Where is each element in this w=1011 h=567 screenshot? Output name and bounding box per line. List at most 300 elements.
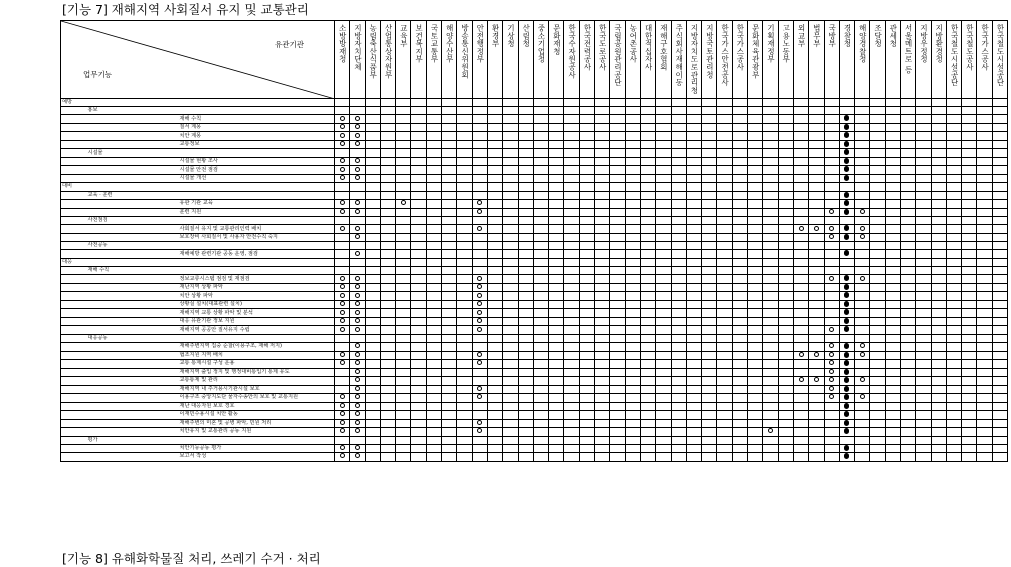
matrix-cell	[702, 132, 717, 141]
matrix-cell	[763, 428, 778, 437]
support-agency-marker	[355, 411, 360, 416]
agency-name: 국토교통부	[429, 24, 439, 63]
matrix-cell	[503, 309, 518, 318]
matrix-cell	[365, 275, 380, 284]
matrix-cell	[411, 149, 426, 158]
matrix-cell	[732, 394, 747, 403]
matrix-cell	[457, 242, 472, 250]
support-agency-marker	[355, 301, 360, 306]
matrix-cell	[442, 191, 457, 200]
matrix-cell	[702, 267, 717, 275]
matrix-cell	[763, 360, 778, 369]
matrix-cell	[533, 258, 548, 266]
matrix-cell	[717, 394, 732, 403]
matrix-cell	[579, 157, 594, 166]
agency-header-33	[839, 21, 854, 99]
matrix-cell	[671, 107, 686, 115]
matrix-cell	[518, 428, 533, 437]
matrix-cell	[335, 140, 350, 149]
support-agency-marker	[340, 124, 345, 129]
matrix-cell	[365, 309, 380, 318]
matrix-cell	[640, 292, 655, 301]
matrix-cell	[855, 360, 870, 369]
matrix-cell	[962, 99, 977, 107]
matrix-cell	[671, 115, 686, 124]
matrix-cell	[763, 242, 778, 250]
matrix-cell	[595, 428, 610, 437]
matrix-cell	[595, 309, 610, 318]
matrix-cell	[946, 140, 961, 149]
matrix-cell	[426, 334, 441, 342]
support-agency-marker	[340, 420, 345, 425]
function-label: 재해주변의 미혼 및 공병 파악, 민원 처리	[179, 419, 335, 428]
matrix-cell	[702, 351, 717, 360]
matrix-cell	[916, 157, 931, 166]
matrix-cell	[778, 436, 793, 444]
function-indent	[61, 275, 87, 284]
matrix-cell	[763, 334, 778, 342]
matrix-cell	[442, 115, 457, 124]
matrix-cell	[671, 275, 686, 284]
matrix-cell	[900, 115, 915, 124]
matrix-cell	[809, 217, 824, 225]
matrix-cell	[855, 428, 870, 437]
matrix-cell	[426, 309, 441, 318]
matrix-cell	[916, 200, 931, 209]
matrix-cell	[855, 107, 870, 115]
agency-header-36	[885, 21, 900, 99]
table-row	[61, 250, 1008, 259]
support-agency-marker	[477, 301, 482, 306]
matrix-cell	[625, 411, 640, 420]
matrix-cell	[656, 217, 671, 225]
matrix-cell	[350, 200, 365, 209]
matrix-cell	[839, 99, 854, 107]
matrix-cell	[503, 385, 518, 394]
matrix-cell	[946, 317, 961, 326]
matrix-cell	[686, 267, 701, 275]
matrix-cell	[426, 233, 441, 242]
primary-agency-marker	[844, 326, 849, 332]
matrix-cell	[625, 250, 640, 259]
matrix-cell	[946, 242, 961, 250]
function-indent	[87, 166, 179, 175]
matrix-cell	[411, 174, 426, 183]
support-agency-marker	[355, 343, 360, 348]
matrix-cell	[732, 208, 747, 217]
matrix-cell	[900, 166, 915, 175]
matrix-cell	[702, 191, 717, 200]
matrix-cell	[457, 309, 472, 318]
primary-agency-marker	[844, 158, 849, 164]
matrix-cell	[686, 140, 701, 149]
matrix-cell	[656, 233, 671, 242]
matrix-cell	[335, 99, 350, 107]
matrix-cell	[610, 300, 625, 309]
matrix-cell	[640, 402, 655, 411]
matrix-cell	[931, 132, 946, 141]
matrix-cell	[900, 107, 915, 115]
matrix-cell	[426, 225, 441, 234]
matrix-cell	[748, 208, 763, 217]
matrix-cell	[793, 140, 808, 149]
matrix-cell	[640, 115, 655, 124]
matrix-cell	[900, 267, 915, 275]
function-indent	[179, 242, 335, 250]
matrix-cell	[365, 419, 380, 428]
matrix-cell	[396, 411, 411, 420]
matrix-cell	[717, 267, 732, 275]
matrix-cell	[946, 250, 961, 259]
matrix-cell	[503, 275, 518, 284]
matrix-cell	[748, 283, 763, 292]
matrix-cell	[916, 242, 931, 250]
matrix-cell	[931, 191, 946, 200]
matrix-cell	[916, 250, 931, 259]
matrix-cell	[931, 334, 946, 342]
matrix-cell	[411, 225, 426, 234]
matrix-cell	[702, 140, 717, 149]
matrix-cell	[640, 157, 655, 166]
matrix-cell	[855, 166, 870, 175]
matrix-cell	[610, 200, 625, 209]
matrix-cell	[855, 444, 870, 453]
matrix-cell	[426, 453, 441, 462]
table-row	[61, 200, 1008, 209]
matrix-cell	[824, 140, 839, 149]
matrix-cell	[809, 317, 824, 326]
matrix-cell	[640, 174, 655, 183]
agency-name: 기획재정부	[766, 24, 776, 63]
support-agency-marker	[355, 234, 360, 239]
matrix-cell	[855, 402, 870, 411]
matrix-cell	[763, 183, 778, 191]
matrix-cell	[640, 377, 655, 386]
matrix-cell	[931, 174, 946, 183]
matrix-cell	[442, 343, 457, 352]
function-indent	[61, 191, 87, 200]
matrix-cell	[809, 123, 824, 132]
function-indent	[61, 149, 87, 158]
function-label: 이재민수용시설 치안 활동	[179, 411, 335, 420]
matrix-cell	[610, 166, 625, 175]
matrix-cell	[717, 157, 732, 166]
matrix-cell	[793, 183, 808, 191]
matrix-cell	[870, 267, 885, 275]
matrix-cell	[824, 258, 839, 266]
matrix-cell	[885, 411, 900, 420]
support-agency-marker	[860, 394, 865, 399]
matrix-cell	[778, 123, 793, 132]
support-agency-marker	[340, 327, 345, 332]
matrix-cell	[962, 200, 977, 209]
matrix-cell	[457, 444, 472, 453]
matrix-cell	[472, 385, 487, 394]
matrix-cell	[809, 107, 824, 115]
matrix-cell	[533, 385, 548, 394]
matrix-cell	[686, 149, 701, 158]
matrix-cell	[426, 326, 441, 335]
matrix-cell	[487, 385, 502, 394]
matrix-cell	[809, 275, 824, 284]
matrix-cell	[411, 444, 426, 453]
matrix-cell	[809, 394, 824, 403]
table-row	[61, 123, 1008, 132]
matrix-cell	[442, 275, 457, 284]
matrix-cell	[717, 309, 732, 318]
matrix-cell	[335, 242, 350, 250]
primary-agency-marker	[844, 200, 849, 206]
primary-agency-marker	[844, 428, 849, 434]
matrix-cell	[992, 115, 1007, 124]
matrix-cell	[564, 242, 579, 250]
matrix-cell	[656, 258, 671, 266]
matrix-cell	[992, 99, 1007, 107]
support-agency-marker	[829, 394, 834, 399]
function-indent	[61, 377, 87, 386]
support-agency-marker	[355, 175, 360, 180]
matrix-cell	[946, 267, 961, 275]
matrix-cell	[350, 300, 365, 309]
matrix-cell	[503, 140, 518, 149]
matrix-cell	[793, 300, 808, 309]
matrix-cell	[487, 275, 502, 284]
matrix-cell	[335, 317, 350, 326]
matrix-cell	[411, 242, 426, 250]
matrix-cell	[503, 436, 518, 444]
matrix-cell	[426, 436, 441, 444]
agency-name: 한국가스공사	[735, 24, 745, 71]
matrix-cell	[931, 377, 946, 386]
matrix-cell	[885, 123, 900, 132]
matrix-cell	[717, 275, 732, 284]
matrix-cell	[885, 436, 900, 444]
matrix-cell	[870, 343, 885, 352]
matrix-cell	[457, 360, 472, 369]
function-indent	[87, 250, 179, 259]
matrix-cell	[931, 300, 946, 309]
matrix-cell	[809, 360, 824, 369]
matrix-cell	[717, 385, 732, 394]
matrix-cell	[671, 444, 686, 453]
matrix-cell	[518, 115, 533, 124]
matrix-cell	[839, 394, 854, 403]
matrix-cell	[411, 402, 426, 411]
corner-diagonal	[61, 21, 335, 99]
matrix-cell	[885, 191, 900, 200]
matrix-cell	[380, 183, 395, 191]
matrix-cell	[778, 444, 793, 453]
matrix-cell	[992, 343, 1007, 352]
matrix-cell	[702, 343, 717, 352]
matrix-cell	[503, 174, 518, 183]
matrix-cell	[962, 385, 977, 394]
matrix-cell	[839, 317, 854, 326]
matrix-cell	[457, 99, 472, 107]
matrix-cell	[656, 283, 671, 292]
matrix-cell	[442, 411, 457, 420]
matrix-cell	[763, 200, 778, 209]
matrix-cell	[380, 343, 395, 352]
matrix-cell	[916, 317, 931, 326]
support-agency-marker	[355, 377, 360, 382]
matrix-cell	[900, 292, 915, 301]
matrix-cell	[350, 174, 365, 183]
table-row	[61, 317, 1008, 326]
agency-header-9	[472, 21, 487, 99]
matrix-cell	[472, 149, 487, 158]
matrix-cell	[763, 444, 778, 453]
support-agency-marker	[355, 428, 360, 433]
matrix-cell	[931, 419, 946, 428]
matrix-cell	[549, 343, 564, 352]
matrix-cell	[793, 157, 808, 166]
agency-name: 한국철도시설공단	[995, 24, 1005, 87]
matrix-cell	[748, 292, 763, 301]
matrix-cell	[380, 107, 395, 115]
support-agency-marker	[829, 327, 834, 332]
matrix-cell	[748, 191, 763, 200]
matrix-cell	[656, 343, 671, 352]
matrix-cell	[962, 225, 977, 234]
matrix-cell	[977, 436, 992, 444]
matrix-cell	[564, 183, 579, 191]
matrix-cell	[579, 174, 594, 183]
matrix-cell	[365, 258, 380, 266]
matrix-cell	[962, 368, 977, 377]
matrix-cell	[977, 107, 992, 115]
function-indent	[87, 402, 179, 411]
matrix-cell	[962, 309, 977, 318]
matrix-cell	[686, 402, 701, 411]
function-label: 재해지역 공공안 질서유지 수립	[179, 326, 335, 335]
matrix-cell	[686, 242, 701, 250]
agency-name: 해양경찰청	[858, 24, 868, 63]
matrix-cell	[793, 242, 808, 250]
matrix-cell	[640, 191, 655, 200]
matrix-cell	[610, 377, 625, 386]
function-indent	[61, 217, 87, 225]
primary-agency-marker	[844, 115, 849, 121]
matrix-cell	[442, 225, 457, 234]
matrix-cell	[518, 300, 533, 309]
matrix-cell	[380, 174, 395, 183]
matrix-cell	[686, 200, 701, 209]
matrix-cell	[702, 436, 717, 444]
function-indent	[87, 309, 179, 318]
matrix-cell	[625, 267, 640, 275]
matrix-cell	[533, 444, 548, 453]
matrix-cell	[625, 300, 640, 309]
matrix-cell	[411, 377, 426, 386]
matrix-cell	[855, 334, 870, 342]
matrix-cell	[809, 411, 824, 420]
matrix-cell	[595, 191, 610, 200]
table-row	[61, 174, 1008, 183]
primary-agency-marker	[844, 175, 849, 181]
matrix-cell	[763, 377, 778, 386]
primary-agency-marker	[844, 403, 849, 409]
matrix-cell	[579, 258, 594, 266]
function-indent	[87, 326, 179, 335]
matrix-cell	[671, 140, 686, 149]
agency-name: 문화체육관광부	[751, 24, 761, 79]
matrix-cell	[839, 233, 854, 242]
matrix-cell	[778, 351, 793, 360]
matrix-cell	[778, 149, 793, 158]
matrix-cell	[610, 283, 625, 292]
matrix-cell	[335, 166, 350, 175]
matrix-cell	[992, 174, 1007, 183]
matrix-cell	[595, 394, 610, 403]
matrix-cell	[503, 334, 518, 342]
matrix-cell	[595, 402, 610, 411]
matrix-cell	[533, 115, 548, 124]
matrix-cell	[900, 326, 915, 335]
matrix-cell	[763, 402, 778, 411]
matrix-cell	[809, 115, 824, 124]
matrix-cell	[671, 225, 686, 234]
matrix-cell	[717, 428, 732, 437]
matrix-cell	[748, 453, 763, 462]
matrix-cell	[365, 411, 380, 420]
matrix-cell	[472, 334, 487, 342]
matrix-cell	[365, 343, 380, 352]
matrix-cell	[335, 453, 350, 462]
matrix-cell	[916, 411, 931, 420]
matrix-cell	[855, 453, 870, 462]
matrix-cell	[487, 208, 502, 217]
matrix-cell	[748, 326, 763, 335]
matrix-cell	[962, 208, 977, 217]
matrix-cell	[533, 149, 548, 158]
matrix-cell	[717, 191, 732, 200]
matrix-cell	[656, 385, 671, 394]
matrix-cell	[518, 453, 533, 462]
matrix-cell	[885, 444, 900, 453]
matrix-cell	[380, 385, 395, 394]
matrix-cell	[916, 183, 931, 191]
support-agency-marker	[477, 386, 482, 391]
matrix-cell	[977, 157, 992, 166]
matrix-cell	[793, 326, 808, 335]
matrix-cell	[350, 258, 365, 266]
support-agency-marker	[340, 209, 345, 214]
matrix-cell	[793, 258, 808, 266]
matrix-cell	[518, 309, 533, 318]
support-agency-marker	[477, 209, 482, 214]
matrix-cell	[549, 300, 564, 309]
matrix-cell	[885, 250, 900, 259]
matrix-cell	[564, 149, 579, 158]
matrix-cell	[946, 132, 961, 141]
matrix-cell	[946, 368, 961, 377]
matrix-cell	[671, 360, 686, 369]
matrix-cell	[457, 250, 472, 259]
matrix-cell	[717, 343, 732, 352]
matrix-cell	[824, 428, 839, 437]
matrix-cell	[411, 183, 426, 191]
matrix-cell	[549, 334, 564, 342]
support-agency-marker	[477, 318, 482, 323]
matrix-cell	[610, 428, 625, 437]
support-agency-marker	[814, 377, 819, 382]
matrix-cell	[686, 360, 701, 369]
matrix-cell	[870, 275, 885, 284]
matrix-cell	[564, 411, 579, 420]
support-agency-marker	[340, 352, 345, 357]
matrix-cell	[717, 242, 732, 250]
